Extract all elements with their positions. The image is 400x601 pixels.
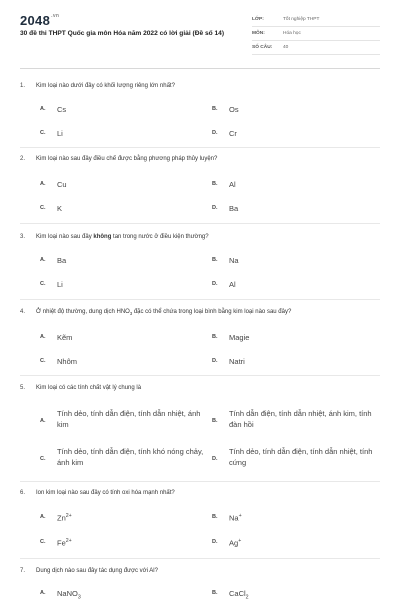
option-letter: B. <box>212 418 218 424</box>
option-letter: B. <box>212 181 218 187</box>
question-text <box>20 82 385 90</box>
option-text: Al <box>229 180 236 189</box>
option-text <box>57 513 72 523</box>
option-text: Natri <box>229 357 245 366</box>
question-body-end: đặc có thể chứa trong loại bình bằng kim loại nào sau đây? <box>132 309 292 315</box>
meta-class-value: Tốt nghiệp THPT <box>283 17 320 22</box>
ion-symbol: Fe <box>57 538 66 548</box>
ion-charge: 2+ <box>65 538 72 544</box>
option-letter: A. <box>40 334 46 340</box>
option-text <box>229 538 241 548</box>
question-body: Ion kim loại nào sau đây có tính oxi hóa mạnh nhất? <box>36 490 175 496</box>
formula-subscript: 3 <box>129 311 133 317</box>
option-text <box>229 589 249 601</box>
option-letter: D. <box>212 358 218 364</box>
option-letter: C. <box>40 539 46 545</box>
option-letter: B. <box>212 334 218 340</box>
question-text <box>20 567 385 575</box>
option-letter: A. <box>40 257 46 263</box>
question-body: Kim loại nào sau đây điều chế được bằng phương pháp thủy luyện? <box>36 156 218 162</box>
option-letter: C. <box>40 130 46 136</box>
option-text: Li <box>57 129 63 138</box>
question-divider <box>20 375 380 376</box>
question-body: Dung dịch nào sau đây tác dụng được với Al? <box>36 568 158 574</box>
option-letter: B. <box>212 590 218 596</box>
site-logo[interactable] <box>20 13 59 28</box>
question-number: 2. <box>20 156 26 162</box>
meta-subject-value: Hóa học <box>283 31 301 36</box>
exam-title: 30 đề thi THPT Quốc gia môn Hóa năm 2022 có lời giải (Đề số 14) <box>20 30 225 37</box>
question-divider <box>20 147 380 148</box>
question-text <box>20 233 385 241</box>
option-text: Kẽm <box>57 333 73 342</box>
question-body: Ở nhiệt độ thường, dung dịch HNO <box>36 309 130 315</box>
ion-charge: + <box>238 538 242 544</box>
question-divider <box>20 558 380 559</box>
option-text: Magie <box>229 333 250 342</box>
option-text: Na <box>229 256 239 265</box>
option-letter: A. <box>40 106 46 112</box>
option-letter: C. <box>40 456 46 462</box>
option-text: Tính dẻo, tính dẫn điện, tính dẫn nhiệt, ánh kim <box>57 409 201 429</box>
logo-suffix: .vn <box>51 13 60 19</box>
option-letter: A. <box>40 514 46 520</box>
formula-subscript: 3 <box>77 594 81 601</box>
question-text <box>20 308 385 318</box>
option-text: Al <box>229 280 236 289</box>
option-letter: D. <box>212 205 218 211</box>
question-text <box>20 155 385 163</box>
option-letter: B. <box>212 514 218 520</box>
question-number: 5. <box>20 385 26 391</box>
ion-symbol: Zn <box>57 513 66 523</box>
option-text <box>57 589 81 601</box>
ion-charge: + <box>238 513 242 519</box>
option-text: Cu <box>57 180 67 189</box>
question-text <box>20 489 385 497</box>
formula-subscript: 2 <box>245 594 249 601</box>
option-letter: A. <box>40 590 46 596</box>
meta-count-label: SỐ CÂU: <box>252 45 273 50</box>
option-text: Nhôm <box>57 357 78 366</box>
option-letter: C. <box>40 205 46 211</box>
question-text <box>20 384 385 392</box>
header-divider <box>20 68 380 69</box>
option-text: Tính dẻo, tính dẫn điện, tính khó nóng chảy, ánh kim <box>57 447 204 467</box>
option-letter: D. <box>212 539 218 545</box>
option-letter: D. <box>212 456 218 462</box>
formula-base: NaNO <box>57 589 78 598</box>
question-number: 6. <box>20 490 26 496</box>
option-letter: A. <box>40 418 46 424</box>
meta-class-row <box>252 14 380 27</box>
ion-symbol: Ag <box>229 538 239 548</box>
question-divider <box>20 223 380 224</box>
ion-symbol: Na <box>229 513 239 523</box>
question-divider <box>20 299 380 300</box>
question-number: 7. <box>20 568 26 574</box>
question-body: Kim loại nào dưới đây có khối lượng riêng lớn nhất? <box>36 83 175 89</box>
option-letter: C. <box>40 358 46 364</box>
option-letter: B. <box>212 257 218 263</box>
question-body-end: tan trong nước ở điều kiện thường? <box>111 234 209 240</box>
option-text <box>57 538 72 548</box>
option-text: K <box>57 204 63 213</box>
meta-subject-label: MÔN: <box>252 31 265 36</box>
meta-count-row <box>252 42 380 55</box>
question-body: Kim loại nào sau đây <box>36 234 94 240</box>
option-text: Cr <box>229 129 237 138</box>
option-text <box>229 513 242 523</box>
formula-base: CaCl <box>229 589 246 598</box>
question-number: 1. <box>20 83 26 89</box>
option-text: Li <box>57 280 63 289</box>
option-letter: A. <box>40 181 46 187</box>
meta-subject-row <box>252 28 380 41</box>
question-emphasis: không <box>93 234 112 240</box>
exam-header <box>0 0 400 62</box>
meta-count-value: 40 <box>283 45 289 50</box>
option-letter: C. <box>40 281 46 287</box>
ion-charge: 2+ <box>65 513 72 519</box>
option-text: Tính dẫn điện, tính dẫn nhiệt, ánh kim, tính đàn hồi <box>229 409 372 429</box>
option-text: Tính dẻo, tính dẫn điện, tính dẫn nhiệt, tính cứng <box>229 447 373 467</box>
question-number: 3. <box>20 234 26 240</box>
meta-class-label: LỚP: <box>252 17 264 22</box>
option-letter: D. <box>212 281 218 287</box>
option-text: Cs <box>57 105 67 114</box>
option-text: Ba <box>57 256 67 265</box>
question-divider <box>20 481 380 482</box>
option-text: Os <box>229 105 239 114</box>
question-number: 4. <box>20 309 26 315</box>
option-text: Ba <box>229 204 239 213</box>
option-letter: B. <box>212 106 218 112</box>
question-body: Kim loại có các tính chất vật lý chung là <box>36 385 142 391</box>
option-letter: D. <box>212 130 218 136</box>
logo-text: 2048 <box>20 13 51 28</box>
